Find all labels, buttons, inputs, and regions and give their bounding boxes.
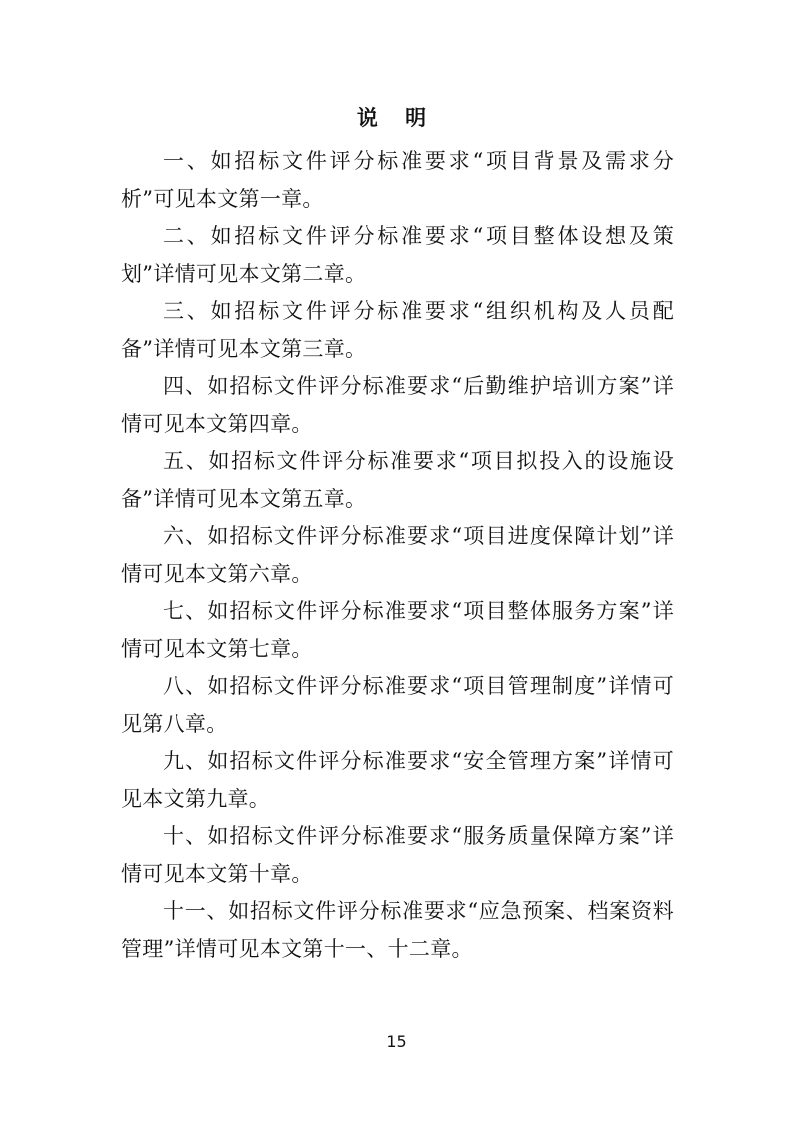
paragraph-11: 十一、如招标文件评分标准要求“应急预案、档案资料管理”详情可见本文第十一、十二章。 <box>121 899 674 961</box>
paragraph-9: 九、如招标文件评分标准要求“安全管理方案”详情可见本文第九章。 <box>121 749 674 811</box>
paragraph-6: 六、如招标文件评分标准要求“项目进度保障计划”详情可见本文第六章。 <box>121 524 674 586</box>
paragraph-7: 七、如招标文件评分标准要求“项目整体服务方案”详情可见本文第七章。 <box>121 599 674 661</box>
paragraph-4: 四、如招标文件评分标准要求“后勤维护培训方案”详情可见本文第四章。 <box>121 374 674 436</box>
paragraph-10: 十、如招标文件评分标准要求“服务质量保障方案”详情可见本文第十章。 <box>121 824 674 886</box>
paragraph-8: 八、如招标文件评分标准要求“项目管理制度”详情可见第八章。 <box>121 674 674 736</box>
paragraph-1: 一、如招标文件评分标准要求“项目背景及需求分析”可见本文第一章。 <box>121 149 674 211</box>
document-body <box>121 143 674 968</box>
page-number: 15 <box>386 1032 407 1051</box>
paragraph-3: 三、如招标文件评分标准要求“组织机构及人员配备”详情可见本文第三章。 <box>121 299 674 361</box>
page-title: 说 明 <box>356 105 437 130</box>
paragraph-2: 二、如招标文件评分标准要求“项目整体设想及策划”详情可见本文第二章。 <box>121 224 674 286</box>
paragraph-5: 五、如招标文件评分标准要求“项目拟投入的设施设备”详情可见本文第五章。 <box>121 449 674 511</box>
